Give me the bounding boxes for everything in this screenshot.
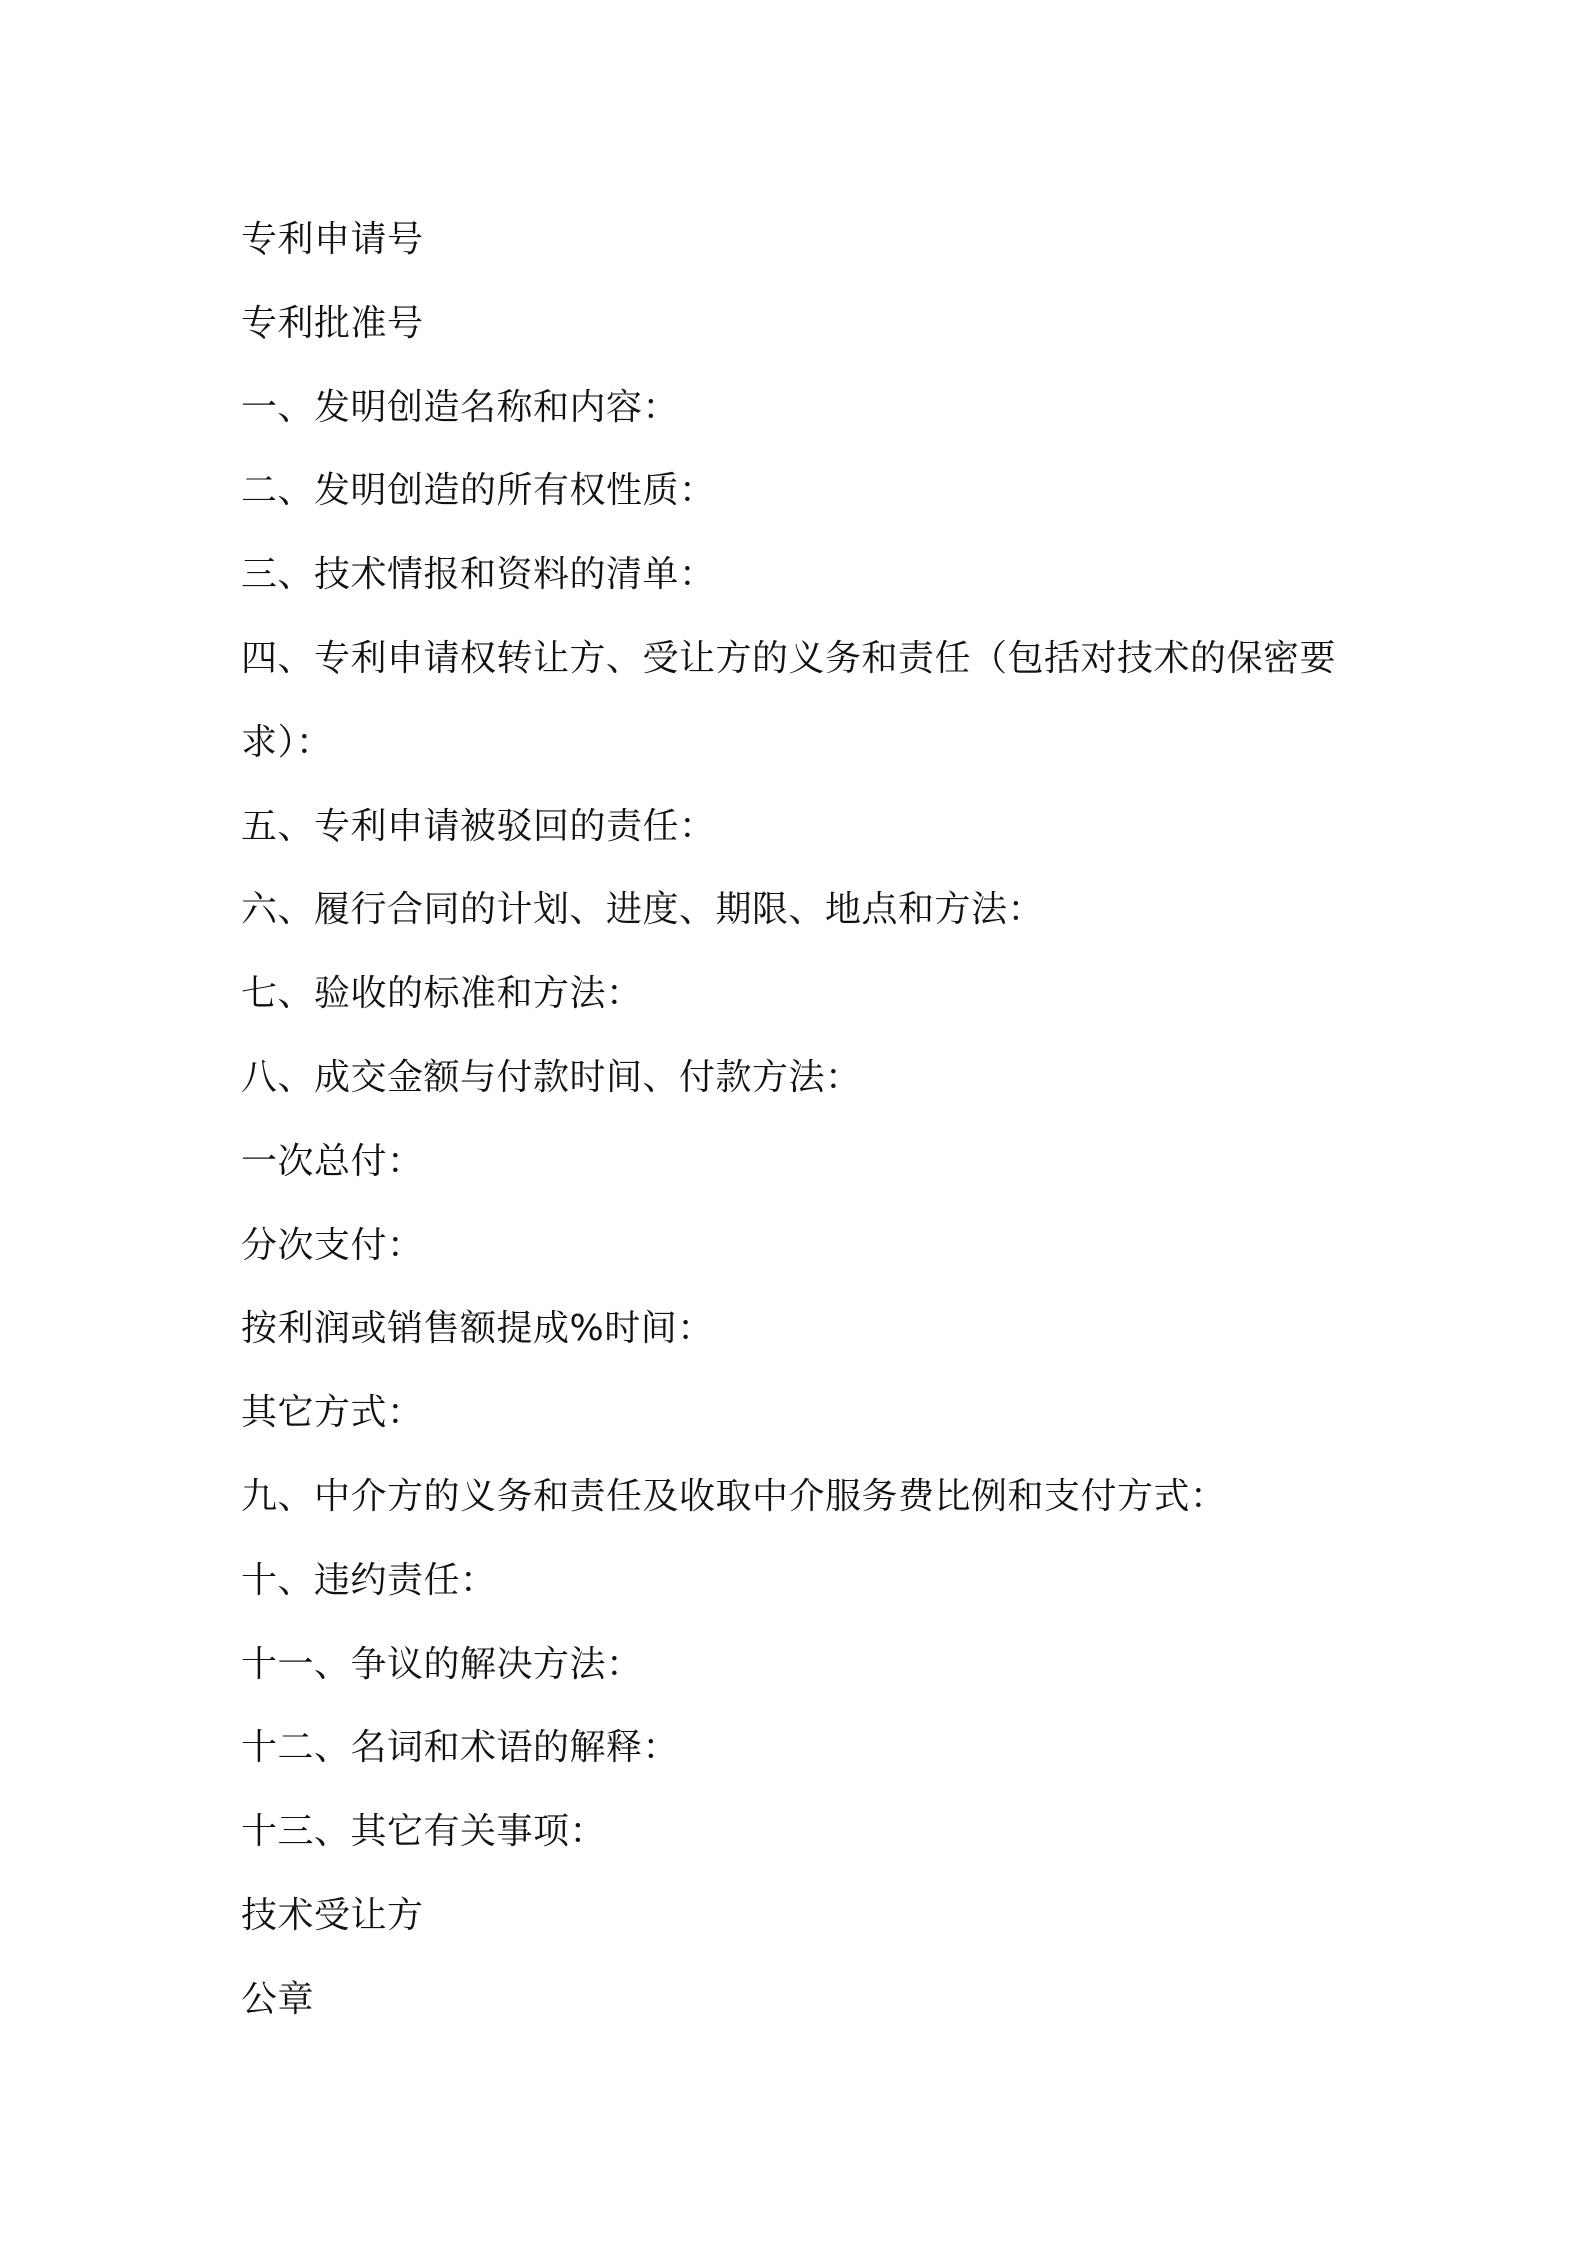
payment-lump-sum: 一次总付： [241,1140,424,1182]
clause-11-dispute-resolution: 十一、争议的解决方法： [241,1643,643,1685]
clause-8-payment: 八、成交金额与付款时间、付款方法： [241,1056,862,1098]
clause-9-intermediary: 九、中介方的义务和责任及收取中介服务费比例和支付方式： [241,1475,1227,1517]
clause-6-performance-plan: 六、履行合同的计划、进度、期限、地点和方法： [241,889,1045,931]
clause-12-terms-definitions: 十二、名词和术语的解释： [241,1727,680,1769]
payment-other: 其它方式： [241,1392,424,1434]
document-body [241,198,1371,2042]
payment-installments: 分次支付： [241,1224,424,1266]
clause-10-breach-liability: 十、违约责任： [241,1559,497,1601]
payment-royalty: 按利润或销售额提成%时间： [241,1308,714,1350]
clause-3-technical-info-list: 三、技术情报和资料的清单： [241,554,716,596]
clause-5-rejection-liability: 五、专利申请被驳回的责任： [241,805,716,847]
patent-approval-number-label: 专利批准号 [241,302,424,344]
clause-1-invention-name: 一、发明创造名称和内容： [241,386,680,428]
clause-4-obligations-continued: 求）： [241,721,333,763]
transferee-label: 技术受让方 [241,1894,424,1936]
clause-4-obligations: 四、专利申请权转让方、受让方的义务和责任（包括对技术的保密要 [241,637,1337,679]
clause-13-other-matters: 十三、其它有关事项： [241,1811,607,1853]
patent-application-number-label: 专利申请号 [241,219,424,260]
clause-2-ownership-nature: 二、发明创造的所有权性质： [241,470,716,512]
clause-7-acceptance-standards: 七、验收的标准和方法： [241,973,643,1015]
official-seal-label: 公章 [241,1978,315,2020]
